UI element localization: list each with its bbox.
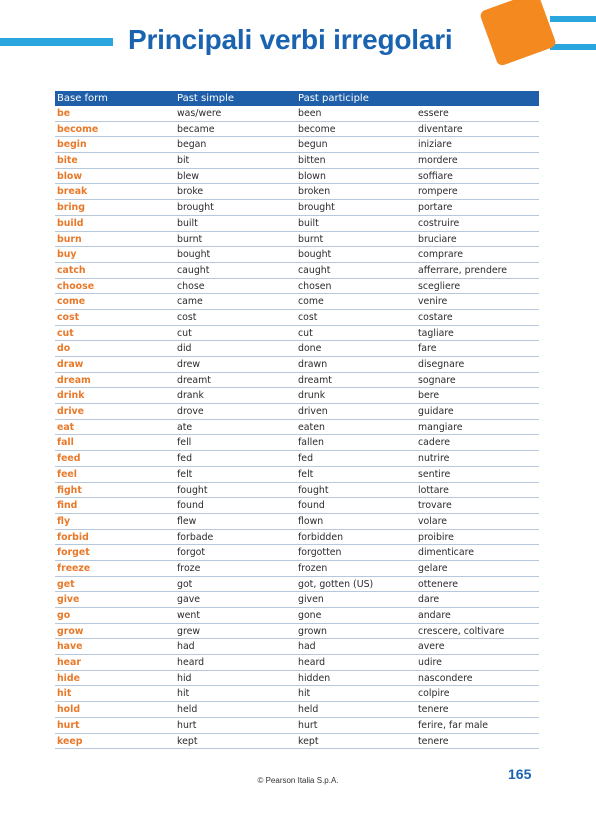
cell-translation: udire bbox=[418, 657, 442, 669]
decorative-stripe-right-top bbox=[550, 16, 596, 22]
cell-translation: nutrire bbox=[418, 453, 450, 465]
cell-translation: mordere bbox=[418, 155, 458, 167]
cell-past-participle: fought bbox=[298, 484, 329, 496]
cell-past-participle: drawn bbox=[298, 359, 328, 370]
table-row bbox=[55, 655, 539, 671]
table-row bbox=[55, 639, 539, 655]
cell-translation: ferire, far male bbox=[418, 719, 489, 731]
table-body bbox=[55, 106, 539, 749]
cell-past-participle: driven bbox=[298, 406, 328, 418]
cell-past-participle: forgotten bbox=[298, 547, 342, 559]
cell-past-simple: dreamt bbox=[177, 374, 211, 386]
table-row bbox=[55, 624, 539, 640]
cell-translation: soffiare bbox=[418, 170, 453, 182]
cell-past-participle: hurt bbox=[298, 719, 318, 731]
cell-past-participle: built bbox=[298, 217, 319, 229]
cell-translation: venire bbox=[418, 296, 448, 308]
cell-past-simple: forbade bbox=[177, 531, 214, 543]
cell-past-simple: caught bbox=[177, 264, 210, 276]
cell-base-form: dream bbox=[57, 374, 91, 386]
cell-past-simple: froze bbox=[177, 562, 201, 574]
cell-base-form: fly bbox=[57, 515, 71, 527]
cell-base-form: have bbox=[57, 641, 83, 653]
cell-past-simple: hurt bbox=[177, 719, 197, 731]
cell-translation: dare bbox=[418, 594, 440, 606]
cell-base-form: eat bbox=[57, 421, 75, 433]
table-row bbox=[55, 451, 539, 467]
cell-base-form: burn bbox=[57, 233, 82, 245]
cell-past-participle: caught bbox=[298, 264, 331, 276]
table-row bbox=[55, 106, 539, 122]
cell-base-form: forbid bbox=[57, 531, 89, 543]
cell-past-simple: fed bbox=[177, 453, 193, 465]
cell-past-participle: blown bbox=[298, 170, 326, 182]
cell-past-simple: blew bbox=[177, 170, 199, 182]
cell-base-form: hurt bbox=[57, 719, 80, 731]
cell-base-form: build bbox=[57, 217, 84, 229]
cell-base-form: hold bbox=[57, 704, 81, 716]
table-row bbox=[55, 122, 539, 138]
cell-translation: scegliere bbox=[418, 280, 461, 292]
table-row bbox=[55, 373, 539, 389]
cell-base-form: do bbox=[57, 343, 71, 355]
cell-past-participle: fed bbox=[298, 453, 314, 465]
cell-base-form: get bbox=[57, 578, 75, 590]
cell-base-form: keep bbox=[57, 735, 83, 747]
table-row bbox=[55, 734, 539, 750]
cell-past-simple: found bbox=[177, 500, 204, 512]
cell-past-participle: given bbox=[298, 594, 324, 606]
cell-base-form: feed bbox=[57, 453, 81, 465]
cell-translation: tagliare bbox=[418, 327, 454, 339]
cell-base-form: cut bbox=[57, 327, 74, 339]
cell-translation: andare bbox=[418, 610, 451, 621]
cell-past-simple: chose bbox=[177, 280, 205, 292]
cell-past-participle: chosen bbox=[298, 280, 332, 292]
cell-base-form: fight bbox=[57, 484, 82, 496]
cell-translation: afferrare, prendere bbox=[418, 264, 508, 276]
cell-past-participle: drunk bbox=[298, 390, 326, 402]
verbs-table bbox=[55, 91, 539, 749]
cell-base-form: be bbox=[57, 108, 71, 119]
cell-past-simple: brought bbox=[177, 202, 214, 214]
table-row bbox=[55, 467, 539, 483]
cell-past-simple: was/were bbox=[177, 108, 222, 119]
cell-past-participle: burnt bbox=[298, 233, 324, 245]
cell-base-form: forget bbox=[57, 547, 90, 559]
table-row bbox=[55, 718, 539, 734]
cell-base-form: become bbox=[57, 123, 99, 135]
cell-past-simple: cost bbox=[177, 311, 197, 323]
table-row bbox=[55, 153, 539, 169]
table-row bbox=[55, 545, 539, 561]
cell-base-form: feel bbox=[57, 468, 78, 480]
cell-base-form: drive bbox=[57, 406, 85, 418]
cell-past-participle: had bbox=[298, 641, 316, 653]
cell-base-form: break bbox=[57, 186, 88, 198]
cell-past-participle: dreamt bbox=[298, 374, 332, 386]
cell-past-participle: kept bbox=[298, 735, 319, 747]
cell-base-form: buy bbox=[57, 249, 77, 261]
table-row bbox=[55, 232, 539, 248]
cell-past-participle: brought bbox=[298, 202, 335, 214]
cell-past-participle: hit bbox=[298, 688, 311, 700]
table-row bbox=[55, 341, 539, 357]
cell-past-simple: gave bbox=[177, 594, 201, 606]
cell-base-form: fall bbox=[57, 437, 74, 449]
cell-translation: comprare bbox=[418, 249, 463, 261]
cell-past-participle: cost bbox=[298, 311, 318, 323]
cell-past-simple: had bbox=[177, 641, 195, 653]
cell-past-simple: fought bbox=[177, 484, 208, 496]
table-row bbox=[55, 577, 539, 593]
table-row bbox=[55, 279, 539, 295]
cell-past-simple: did bbox=[177, 343, 192, 355]
cell-base-form: give bbox=[57, 594, 80, 606]
cell-translation: rompere bbox=[418, 186, 458, 198]
cell-past-participle: fallen bbox=[298, 437, 324, 449]
table-row bbox=[55, 263, 539, 279]
table-row bbox=[55, 498, 539, 514]
cell-base-form: drink bbox=[57, 390, 85, 402]
cell-translation: dimenticare bbox=[418, 547, 474, 559]
cell-past-participle: frozen bbox=[298, 562, 328, 574]
cell-base-form: come bbox=[57, 296, 86, 308]
table-row bbox=[55, 671, 539, 687]
cell-past-participle: grown bbox=[298, 625, 327, 637]
cell-base-form: grow bbox=[57, 625, 84, 637]
cell-past-participle: got, gotten (US) bbox=[298, 578, 374, 590]
cell-translation: bere bbox=[418, 390, 440, 402]
table-row bbox=[55, 388, 539, 404]
cell-base-form: catch bbox=[57, 264, 86, 276]
header-past-simple: Past simple bbox=[177, 93, 235, 104]
table-row bbox=[55, 592, 539, 608]
table-row bbox=[55, 310, 539, 326]
table-row bbox=[55, 184, 539, 200]
cell-translation: cadere bbox=[418, 437, 451, 449]
table-row bbox=[55, 216, 539, 232]
table-row bbox=[55, 483, 539, 499]
table-header bbox=[55, 91, 539, 106]
cell-past-simple: cut bbox=[177, 327, 192, 339]
cell-translation: nascondere bbox=[418, 672, 473, 684]
cell-translation: essere bbox=[418, 108, 449, 119]
cell-base-form: begin bbox=[57, 139, 87, 151]
cell-translation: proibire bbox=[418, 531, 454, 543]
cell-translation: fare bbox=[418, 343, 437, 355]
cell-translation: ottenere bbox=[418, 578, 458, 590]
cell-translation: gelare bbox=[418, 562, 448, 574]
decorative-stripe-right-bottom bbox=[550, 44, 596, 50]
cell-past-simple: drank bbox=[177, 390, 204, 402]
cell-past-participle: eaten bbox=[298, 421, 325, 433]
decorative-stripe-left bbox=[0, 38, 113, 46]
table-row bbox=[55, 435, 539, 451]
cell-translation: tenere bbox=[418, 704, 449, 716]
cell-base-form: blow bbox=[57, 170, 83, 182]
table-row bbox=[55, 530, 539, 546]
cell-translation: iniziare bbox=[418, 139, 452, 151]
page-title: Principali verbi irregolari bbox=[128, 24, 453, 55]
cell-past-participle: flown bbox=[298, 515, 324, 527]
cell-past-participle: broken bbox=[298, 186, 331, 198]
cell-base-form: hide bbox=[57, 672, 80, 684]
cell-past-simple: grew bbox=[177, 625, 201, 637]
cell-past-simple: drove bbox=[177, 406, 204, 418]
cell-translation: mangiare bbox=[418, 421, 463, 433]
cell-base-form: find bbox=[57, 500, 78, 512]
cell-base-form: hear bbox=[57, 657, 81, 669]
cell-past-participle: come bbox=[298, 296, 324, 308]
cell-translation: costruire bbox=[418, 217, 460, 229]
cell-base-form: bring bbox=[57, 202, 85, 214]
cell-past-participle: done bbox=[298, 343, 322, 355]
cell-past-simple: hid bbox=[177, 672, 192, 684]
table-row bbox=[55, 200, 539, 216]
cell-past-participle: found bbox=[298, 500, 325, 512]
cell-translation: bruciare bbox=[418, 233, 457, 245]
cell-translation: diventare bbox=[418, 123, 463, 135]
table-row bbox=[55, 608, 539, 624]
cell-translation: avere bbox=[418, 641, 445, 653]
cell-past-participle: become bbox=[298, 123, 336, 135]
cell-past-participle: felt bbox=[298, 468, 314, 480]
cell-past-participle: begun bbox=[298, 139, 328, 151]
table-row bbox=[55, 514, 539, 530]
table-row bbox=[55, 357, 539, 373]
cell-base-form: go bbox=[57, 610, 71, 621]
table-row bbox=[55, 404, 539, 420]
cell-past-simple: held bbox=[177, 704, 198, 716]
cell-translation: portare bbox=[418, 202, 453, 214]
cell-base-form: hit bbox=[57, 688, 72, 700]
cell-past-participle: bought bbox=[298, 249, 332, 261]
cell-translation: sentire bbox=[418, 468, 451, 480]
cell-past-participle: hidden bbox=[298, 672, 331, 684]
table-row bbox=[55, 702, 539, 718]
header-past-participle: Past participle bbox=[298, 93, 369, 104]
cell-past-simple: felt bbox=[177, 468, 193, 480]
cell-past-simple: began bbox=[177, 139, 207, 151]
cell-past-participle: held bbox=[298, 704, 319, 716]
cell-translation: guidare bbox=[418, 406, 454, 418]
cell-past-simple: broke bbox=[177, 186, 204, 198]
cell-past-simple: kept bbox=[177, 735, 198, 747]
cell-past-simple: ate bbox=[177, 421, 193, 433]
decorative-orange-square bbox=[479, 0, 557, 67]
cell-past-simple: went bbox=[177, 610, 201, 621]
cell-base-form: bite bbox=[57, 155, 78, 167]
copyright-footer: © Pearson Italia S.p.A. bbox=[257, 776, 339, 785]
cell-translation: colpire bbox=[418, 688, 450, 700]
page-number: 165 bbox=[508, 766, 532, 782]
cell-past-simple: flew bbox=[177, 515, 197, 527]
table-row bbox=[55, 137, 539, 153]
cell-past-participle: cut bbox=[298, 327, 313, 339]
table-row bbox=[55, 326, 539, 342]
cell-past-simple: drew bbox=[177, 359, 201, 370]
table-row bbox=[55, 686, 539, 702]
cell-past-simple: heard bbox=[177, 657, 205, 669]
cell-past-participle: bitten bbox=[298, 155, 326, 167]
cell-past-simple: got bbox=[177, 578, 193, 590]
cell-past-simple: burnt bbox=[177, 233, 203, 245]
cell-past-simple: came bbox=[177, 296, 203, 308]
cell-past-participle: heard bbox=[298, 657, 326, 669]
cell-past-participle: gone bbox=[298, 610, 322, 621]
cell-past-simple: bit bbox=[177, 155, 190, 167]
cell-past-simple: fell bbox=[177, 437, 192, 449]
table-row bbox=[55, 247, 539, 263]
cell-past-participle: been bbox=[298, 108, 322, 119]
cell-base-form: freeze bbox=[57, 562, 91, 574]
cell-translation: volare bbox=[418, 515, 448, 527]
cell-base-form: cost bbox=[57, 311, 80, 323]
table-row bbox=[55, 294, 539, 310]
cell-translation: trovare bbox=[418, 500, 452, 512]
cell-past-simple: bought bbox=[177, 249, 211, 261]
cell-translation: tenere bbox=[418, 735, 449, 747]
cell-translation: crescere, coltivare bbox=[418, 625, 505, 637]
cell-translation: disegnare bbox=[418, 359, 465, 370]
cell-base-form: draw bbox=[57, 359, 84, 370]
cell-past-participle: forbidden bbox=[298, 531, 344, 543]
header-base-form: Base form bbox=[57, 93, 108, 104]
table-row bbox=[55, 420, 539, 436]
cell-past-simple: forgot bbox=[177, 547, 206, 559]
cell-translation: lottare bbox=[418, 484, 449, 496]
cell-base-form: choose bbox=[57, 280, 95, 292]
cell-translation: sognare bbox=[418, 374, 456, 386]
cell-past-simple: became bbox=[177, 123, 215, 135]
cell-past-simple: hit bbox=[177, 688, 190, 700]
table-row bbox=[55, 561, 539, 577]
table-row bbox=[55, 169, 539, 185]
cell-past-simple: built bbox=[177, 217, 198, 229]
cell-translation: costare bbox=[418, 311, 453, 323]
